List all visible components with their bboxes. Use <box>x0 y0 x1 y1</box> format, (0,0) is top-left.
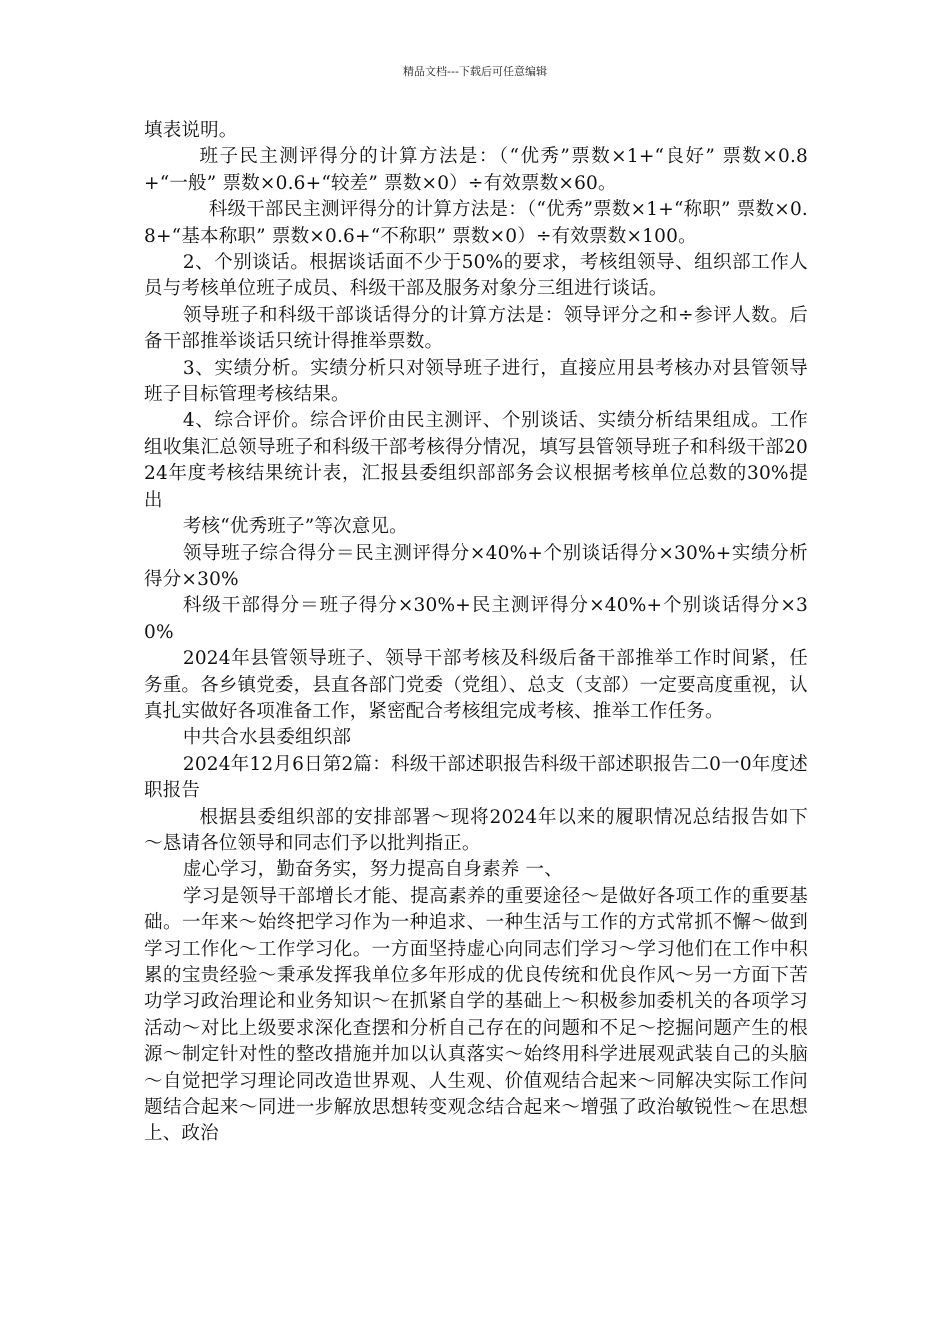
document-body <box>144 118 808 1148</box>
paragraph: 虚心学习，勤奋务实，努力提高自身素养 一、 <box>182 859 563 881</box>
paragraph: 领导班子和科级干部谈话得分的计算方法是：领导评分之和÷参评人数。后备干部推举谈话只统计得推举票数。 <box>144 304 808 353</box>
paragraph: 考核“优秀班子”等次意见。 <box>182 516 408 538</box>
paragraph: 学习是领导干部增长才能、提高素养的重要途径～是做好各项工作的重要基础。一年来～始终把学习作为一种追求、一种生活与工作的方式常抓不懈～做到学习工作化～工作学习化。一方面坚持虚心向同志们学习～学习他们在工作中积累的宝贵经验～秉承发挥我单位多年形成的优良传统和优良作风～另一方面下苦功学习政治理论和业务知识～在抓紧自学的基础上～积极参加委机关的各项学习活动～对比上级要求深化查摆和分析自己存在的问题和不足～挖掘问题产生的根源～制定针对性的整改措施并加以认真落实～始终用科学进展观武装自己的头脑～自觉把学习理论同改造世界观、人生观、价值观结合起来～同解决实际工作问题结合起来～同进一步解放思想转变观念结合起来～增强了政治敏锐性～在思想上、政治 <box>144 885 808 1145</box>
paragraph: 中共合水县委组织部 <box>182 727 352 749</box>
paragraph: 领导班子综合得分＝民主测评得分×40%+个别谈话得分×30%+实绩分析得分×30% <box>144 542 808 590</box>
paragraph: 科级干部民主测评得分的计算方法是：（“优秀”票数×1+“称职” 票数×0.8+“基本称职” 票数×0.6+“不称职” 票数×0）÷有效票数×100。 <box>144 199 808 247</box>
paragraph: 2、个别谈话。根据谈话面不少于50%的要求，考核组领导、组织部工作人员与考核单位班子成员、科级干部及服务对象分三组进行谈话。 <box>144 252 808 300</box>
page-header: 精品文档---下载后可任意编辑 <box>403 65 547 78</box>
paragraph: 根据县委组织部的安排部署～现将2024年以来的履职情况总结报告如下～恳请各位领导和同志们予以批判指正。 <box>144 806 808 854</box>
paragraph: 2024年县管领导班子、领导干部考核及科级后备干部推举工作时间紧，任务重。各乡镇党委，县直各部门党委（党组）、总支（支部）一定要高度重视，认真扎实做好各项准备工作，紧密配合考核组完成考核、推举工作任务。 <box>144 648 808 722</box>
paragraph: 填表说明。 <box>144 120 238 141</box>
paragraph: 班子民主测评得分的计算方法是：（“优秀”票数×1+“良好” 票数×0.8+“一般” 票数×0.6+“较差” 票数×0）÷有效票数×60。 <box>144 146 808 194</box>
paragraph: 科级干部得分＝班子得分×30%+民主测评得分×40%+个别谈话得分×30% <box>144 595 808 643</box>
paragraph: 2024年12月6日第2篇：科级干部述职报告科级干部述职报告二0一0年度述职报告 <box>144 753 808 802</box>
paragraph: 3、实绩分析。实绩分析只对领导班子进行，直接应用县考核办对县管领导班子目标管理考核结果。 <box>144 357 808 406</box>
paragraph: 4、综合评价。综合评价由民主测评、个别谈话、实绩分析结果组成。工作组收集汇总领导班子和科级干部考核得分情况，填写县管领导班子和科级干部2024年度考核结果统计表，汇报县委组织部部务会议根据考核单位总数的30%提出 <box>144 410 808 511</box>
